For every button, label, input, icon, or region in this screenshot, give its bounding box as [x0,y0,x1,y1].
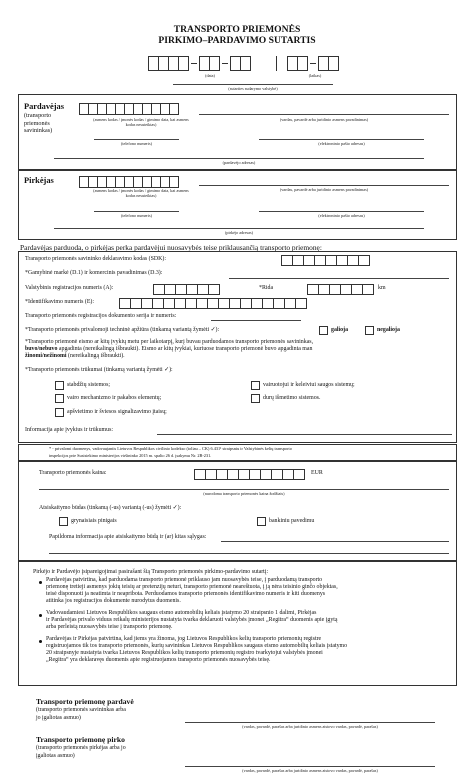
buyer-phone-line[interactable] [94,211,179,212]
price-label: Transporto priemonės kaina: [39,470,107,476]
defect-safety-checkbox[interactable] [251,381,260,390]
form-title-line1: TRANSPORTO PRIEMONĖS [173,24,301,35]
inspection-valid-label: galioja [331,327,349,333]
footnote-line1: * - privalomi duomenys, vadovaujantis Lietuvos Respublikos civilinio kodekso (toliau – CK) 6.431¹ straipsniu ir Valstybinės kelių transporto [49,446,292,451]
defect-brakes-label: stabdžių sistemos; [67,382,111,388]
seller-email-line[interactable] [259,139,424,140]
seller-heading: Pardavėjas [24,102,65,111]
agreement-b1-l1: Pardavėjas patvirtina, kad parduodama transporto priemonė priklauso jam nuosavybės teise, į parduodamą transporto [46,577,323,583]
buyer-email-caption: (elektroninio pašto adresas) [318,213,365,218]
accident-choice-known[interactable]: žinomi/nežinomi [25,353,67,359]
buyer-name-caption: (vardas, pavardė arba juridinio asmens pavadinimas) [279,187,369,192]
make-line[interactable] [229,278,449,279]
buyer-section [18,170,457,240]
agreement-b1-l3: teisė disponuoti ja neatimta ir neapribota. Perduodamos transporto priemonės identifikavimo numeris ir kiti duomenys [46,591,326,597]
price-words-caption: (nurodoma transporto priemonės kaina žodžiais) [203,491,285,496]
accident-line2-text: apgadinta (nereikalingą išbraukti). Eismo ar kitų įvykiai, kuriuose transporto priemonė buvo apgadinta man [57,346,313,352]
seller-email-caption: (elektroninio pašto adresas) [318,141,365,146]
seller-code-caption: (asmens kodas / įmonės kodas / gimimo data, kai asmens kodas nesuteiktas) [93,117,189,127]
date-time-divider [276,56,277,71]
buyer-email-line[interactable] [259,211,424,212]
agreement-b1-l2: priemonę tretieji asmenys jokių teisių ar pretenzijų neturi, transporto priemonė neareštuota, į ją nėra teisinio ginčo objektas, [46,584,338,590]
agreement-b2-l2: ir Pardavėjas privalo viduus reikalų ministerijos nustatyta tvarka deklaruoti valstybės įmonei „Regitra“ duomenis apie įgytą [46,617,338,623]
agreement-b3-l4: „Regitra“ yra deklaravęs duomenis apie registruojamos transporto priemonės nuosavybės teisę. [46,657,271,663]
date-separator [191,63,197,64]
place-caption: (sutarties sudarymo valstybė) [228,86,278,91]
date-caption: (data) [205,73,215,78]
seller-section [18,94,457,170]
defect-lighting-checkbox[interactable] [55,408,64,417]
km-label: km [378,285,386,291]
form-title-line2: PIRKIMO–PARDAVIMO SUTARTIS [158,35,316,46]
seller-phone-caption: (telefono numeris) [120,141,153,146]
buyer-code-caption: (asmens kodas / įmonės kodas / gimimo data, kai asmens kodas nesuteiktas) [93,188,189,198]
agreement-bullet [39,581,42,584]
sdk-cell[interactable] [358,255,370,266]
defects-heading: *Transporto priemonės trūkumai (tinkamą variantą žymėti ✓): [25,367,173,373]
buyer-phone-caption: (telefono numeris) [120,213,153,218]
footnote-line2: inspekcijos prie Susisiekimo ministerijos viršininko 2015 m. spalio 26 d. įsakymu Nr. 2B-231. [49,453,212,458]
price-cell[interactable] [293,469,305,480]
agreement-b2-l1: Vadovaudamiesi Lietuvos Respublikos saugaus eismo automobilių keliais įstatymo 20 straipsnio 1 dalimi, Pirkėjas [46,610,317,616]
seller-phone-line[interactable] [94,139,179,140]
agreement-intro: Pirkėjo ir Pardavėjo įsipareigojimai pasirašant šią Transporto priemonės pirkimo-pardavimo sutartį: [33,569,269,575]
agreement-b3-l3: 20 straipsnyje nustatyta tvarka Lietuvos Respublikos kelių transporto priemonių registro tvarkytojui valstybės įmonei [46,650,323,656]
vin-cell[interactable] [295,298,307,309]
vehicle-intro: Pardavėjas parduoda, o pirkėjas perka pardavėjui nuosavybės teise priklausančią transporto priemonę: [20,243,322,252]
payment-cash-checkbox[interactable] [59,517,68,526]
inspection-invalid-checkbox[interactable] [365,326,374,335]
payment-extra-line2[interactable] [49,553,449,554]
price-section [18,461,457,561]
mileage-label: *Rida [259,285,274,291]
defect-exhaust-checkbox[interactable] [251,394,260,403]
vehicle-section [18,251,457,443]
accident-line1: *Transporto priemonė eismo ar kitų įvykių metu per laikotarpį, kurį buvau parduodamos transporto priemonės savininkas, [25,339,314,345]
seller-signature-caption: (vardas, pavardė, parašas arba juridinio asmens atstovo vardas, pavardė, parašas) [242,724,378,729]
agreement-b3-l2: registruojamos tik tos transporto priemonės, kurių savininkas Lietuvos Respublikos saugaus eismo automobilių keliais įstatymo [46,643,348,649]
inspection-invalid-label: negalioja [377,327,400,333]
seller-code-cell[interactable] [169,103,179,115]
buyer-signature-heading: Transporto priemonę pirko [36,735,125,744]
time-hour-digit[interactable] [297,56,308,71]
buyer-heading: Pirkėjas [24,176,54,185]
payment-extra-label: Papildoma informacija apie atsiskaitymo būdą ir (ar) kitas sąlygas: [49,534,207,540]
seller-signature-sub1: (transporto priemonės savininkas arba [36,707,126,713]
mileage-cell[interactable] [362,284,374,295]
defect-safety-label: vairuotojui ir keleiviui saugos sistemų; [263,382,355,388]
agreement-b2-l3: arba perleistą nuosavybės teise į transporto priemonę. [46,624,173,630]
doc-line[interactable] [211,320,301,321]
payment-bank-label: bankiniu pavedimu [269,518,315,524]
accident-line3 [25,353,125,360]
buyer-signature-line[interactable] [185,766,435,767]
buyer-code-cell[interactable] [169,176,179,188]
inspection-valid-checkbox[interactable] [319,326,328,335]
accident-choice-damaged[interactable]: buvo/nebuvo [25,346,58,352]
accident-line3-text: (nereikalingą išbraukti). [66,353,125,359]
seller-address-line[interactable] [54,158,424,159]
buyer-signature-caption: (vardas, pavardė, parašas arba juridinio asmens atstovo vardas, pavardė, parašas) [242,768,378,773]
agreement-bullet [39,614,42,617]
defect-steering-label: vairo mechanizmo ir pakabos elementų; [67,395,162,401]
buyer-signature-sub2: įgaliotas asmuo) [36,753,75,759]
defect-lighting-label: apšvietimo ir šviesos signalizavimo įtaisų; [67,409,167,415]
defect-exhaust-label: durų išmetimo sistemos. [263,395,321,401]
info-line[interactable] [157,434,452,435]
buyer-signature-sub1: (transporto priemonės pirkėjas arba jo [36,745,126,751]
seller-signature-line[interactable] [185,722,435,723]
footnote-box [18,444,457,461]
time-separator [310,63,316,64]
place-line[interactable] [173,84,333,85]
reg-label: Valstybinis registracijos numeris (A): [25,285,114,291]
seller-subheading: (transporto priemonės savininkas) [24,112,53,135]
reg-cell[interactable] [208,284,220,295]
seller-signature-sub2: jo įgaliotas asmuo) [36,715,81,721]
seller-name-caption: (vardas, pavardė arba juridinio asmens pavadinimas) [279,117,369,122]
agreement-section [18,561,457,686]
payment-cash-label: grynaisiais pinigais [71,518,117,524]
seller-address-caption: (pardavėjo adresas) [222,160,256,165]
currency-label: EUR [311,470,323,476]
inspection-label: *Transporto priemonės privalomoji techninė apžiūra (tinkamą variantą žymėti ✓): [25,327,220,333]
agreement-b3-l1: Pardavėjas ir Pirkėjas patvirtina, kad jiems yra žinoma, jog Lietuvos Respublikos kelių transporto priemonių registre [46,636,322,642]
buyer-address-line[interactable] [54,228,424,229]
doc-label: Transporto priemonės registracijos dokumento serija ir numeris: [25,313,177,319]
date-day-digit[interactable] [240,56,251,71]
date-separator [222,63,228,64]
info-label: Informacija apie įvykius ir trūkumus: [25,427,114,433]
defect-steering-checkbox[interactable] [55,394,64,403]
price-words-line[interactable] [39,489,449,490]
payment-extra-line1[interactable] [221,541,449,542]
time-minute-digit[interactable] [328,56,339,71]
seller-signature-heading: Transporto priemonę pardavė [36,697,134,706]
vin-label: *Identifikavimo numeris (E): [25,299,95,305]
payment-bank-checkbox[interactable] [257,517,266,526]
sdk-label: Transporto priemonės savininko deklaravimo kodas (SDK): [25,256,166,262]
buyer-address-caption: (pirkėjo adresas) [224,230,254,235]
agreement-b1-l4: atitinka jos registracijos dokumente nurodytus duomenis. [46,598,181,604]
seller-name-line[interactable] [199,114,449,115]
time-caption: (laikas) [308,73,322,78]
date-year-digit[interactable] [178,56,189,71]
payment-heading: Atsiskaitymo būdas (tinkamą (-us) variantą (-us) žymėti ✓): [39,505,182,511]
defect-brakes-checkbox[interactable] [55,381,64,390]
buyer-name-line[interactable] [199,185,449,186]
make-label: *Gamybinė markė (D.1) ir komercinis pavadinimas (D.3): [25,270,163,276]
date-month-digit[interactable] [209,56,220,71]
agreement-bullet [39,640,42,643]
